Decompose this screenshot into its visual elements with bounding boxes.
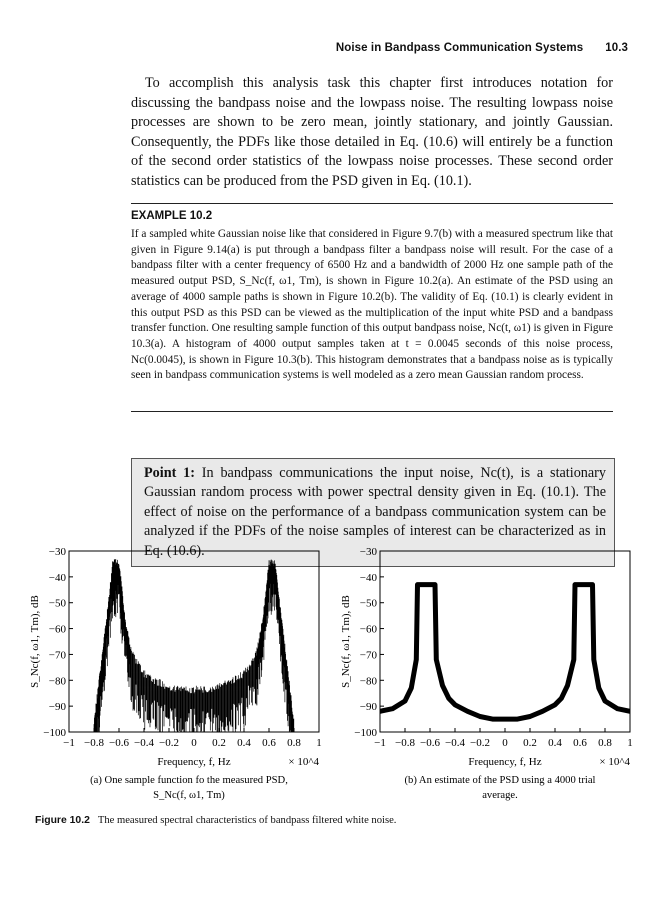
x-multiplier-label: × 10^4	[599, 756, 630, 768]
running-title: Noise in Bandpass Communication Systems	[335, 42, 584, 54]
x-tick-label: 0.6	[573, 737, 587, 749]
y-tick-label: −30	[359, 546, 377, 558]
y-tick-label: −60	[48, 623, 66, 636]
subcaption-line2: average.	[482, 790, 518, 801]
y-tick-label: −40	[359, 571, 377, 584]
x-tick-label: −0.8	[84, 737, 104, 749]
x-tick-label: 0	[502, 737, 508, 749]
figure-panel-b	[333, 542, 643, 812]
x-tick-label: 0.4	[237, 737, 251, 749]
x-tick-label: −0.2	[159, 737, 179, 749]
y-tick-label: −30	[48, 546, 66, 558]
example-bottom-rule	[131, 411, 613, 412]
y-tick-label: −40	[48, 571, 66, 584]
x-tick-label: 0.2	[212, 737, 226, 749]
x-tick-label: −1	[63, 737, 75, 749]
figure-caption	[35, 815, 635, 826]
psd-estimate-trace	[380, 585, 630, 720]
x-axis-label: Frequency, f, Hz	[468, 756, 542, 768]
x-tick-label: 0.8	[598, 737, 612, 749]
y-tick-label: −50	[359, 597, 377, 610]
example-top-rule	[131, 203, 613, 204]
x-tick-label: 0.6	[262, 737, 276, 749]
figure-label: Figure 10.2	[35, 815, 90, 826]
x-axis-label: Frequency, f, Hz	[157, 756, 231, 768]
running-header	[336, 42, 628, 54]
x-tick-label: −0.6	[109, 737, 129, 749]
x-tick-label: −0.6	[420, 737, 440, 749]
y-tick-label: −70	[48, 649, 66, 662]
y-tick-label: −50	[48, 597, 66, 610]
example-title: EXAMPLE 10.2	[131, 210, 213, 222]
x-tick-label: 0.4	[548, 737, 562, 749]
x-tick-label: −0.4	[445, 737, 465, 749]
y-tick-label: −100	[354, 727, 377, 739]
chart-a	[22, 542, 332, 812]
x-tick-label: −0.8	[395, 737, 415, 749]
x-tick-label: 0.8	[287, 737, 301, 749]
point-label: Point 1:	[144, 465, 195, 481]
x-tick-label: 1	[627, 737, 633, 749]
x-tick-label: −1	[374, 737, 386, 749]
psd-sample-trace	[94, 559, 294, 732]
x-multiplier-label: × 10^4	[288, 756, 319, 768]
figure-caption-text: The measured spectral characteristics of bandpass filtered white noise.	[97, 815, 397, 826]
chart-b	[333, 542, 643, 812]
subcaption-line1: (a) One sample function fo the measured PSD,	[90, 775, 288, 786]
y-tick-label: −90	[48, 701, 66, 714]
y-axis-label: S_Nc(f, ω1, Tm), dB	[340, 595, 352, 688]
point-text: In bandpass communications the input noise, Nc(t), is a stationary Gaussian random process with power spectral density given in Eq. (10.1). The effect of noise on the performance of a bandpass communication system can be analyzed if the PDFs of the noise samples of interest can be characterized as in Eq. (10.6).	[144, 465, 606, 559]
intro-paragraph: To accomplish this analysis task this chapter first introduces notation for discussing the bandpass noise and the lowpass noise. The resulting lowpass noise processes are shown to be zero mean, jointly stationary, and jointly Gaussian. Consequently, the PDFs like those detailed in Eq. (10.6) will entirely be a function of the second order statistics of the lowpass noise processes. These second order statistics can be produced from the PSD given in Eq. (10.1).	[131, 75, 613, 189]
y-tick-label: −90	[359, 701, 377, 714]
example-body: If a sampled white Gaussian noise like that considered in Figure 9.7(b) with a measured spectrum like that given in Figure 9.14(a) is put through a bandpass filter a bandpass noise will result. For the case of a bandpass filter with a center frequency of 6500 Hz and a bandwidth of 2000 Hz one sample path of the measured output PSD, S_Nc(f, ω1, Tm), is shown in Figure 10.2(a). An estimate of the PSD using an average of 4000 sample paths is shown in Figure 10.2(b). The validity of Eq. (10.1) is clearly evident in this output PSD as this PSD can be viewed as the multiplication of the input white PSD and a bandpass transfer function. One resulting sample function of this output bandpass noise, Nc(t, ω1) is given in Figure 10.3(a). A histogram of 4000 output samples taken at t = 0.0045 seconds of this noise process, Nc(0.0045), is shown in Figure 10.3(b). This histogram demonstrates that a bandpass noise as is typically seen in bandpass communication systems is well modeled as a zero mean Gaussian random process.	[131, 228, 613, 382]
x-tick-label: 1	[316, 737, 322, 749]
subcaption-line1: (b) An estimate of the PSD using a 4000 trial	[404, 775, 596, 786]
page-number: 10.3	[605, 42, 628, 54]
x-tick-label: −0.4	[134, 737, 154, 749]
x-tick-label: 0.2	[523, 737, 537, 749]
y-tick-label: −80	[48, 675, 66, 688]
y-tick-label: −80	[359, 675, 377, 688]
y-tick-label: −100	[43, 727, 66, 739]
x-tick-label: 0	[191, 737, 197, 749]
figure-panel-a	[22, 542, 332, 812]
y-tick-label: −60	[359, 623, 377, 636]
y-tick-label: −70	[359, 649, 377, 662]
y-axis-label: S_Nc(f, ω1, Tm), dB	[29, 595, 41, 688]
x-tick-label: −0.2	[470, 737, 490, 749]
subcaption-line2: S_Nc(f, ω1, Tm)	[153, 790, 225, 801]
